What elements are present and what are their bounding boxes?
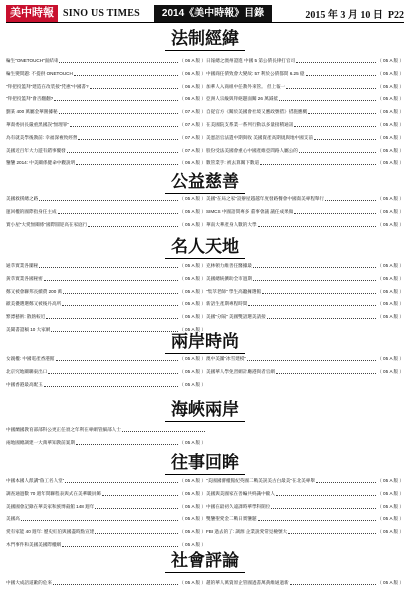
entry-title: 劉某 400 萬屬金華圍據秘 [6, 109, 58, 115]
entry-title: 輪生變問題: 不提供 ONETOUCH [6, 70, 73, 76]
entry-title: 趙的華人萬資原企管國過書萬黃維通過新 [206, 580, 289, 585]
dot-leader [260, 160, 376, 165]
toc-entry[interactable] [206, 276, 404, 282]
dot-leader [296, 58, 376, 63]
entry-page: （ 07 A 版 ） [179, 121, 206, 127]
entry-page: （ 05 A 版 ） [377, 160, 404, 166]
toc-entry[interactable] [6, 289, 206, 295]
toc-entry[interactable] [6, 71, 206, 77]
section-title: 法制經緯 [0, 28, 410, 51]
dot-leader [290, 580, 376, 585]
entry-title: 鄭又被會聯邦長續費 200 萬 [6, 288, 63, 294]
entry-page: （ 05 A 版 ） [179, 356, 206, 361]
toc-entry[interactable] [6, 427, 206, 433]
dot-leader [76, 160, 178, 165]
dot-leader [248, 301, 376, 306]
entry-title: 調查通過數 70 週年問聯程表與式在美華職員飾 [6, 490, 101, 496]
entry-title: 繁漂藝術: 散熱較近 [6, 314, 46, 320]
entry-title: 北京究地關聯東出口 [6, 368, 48, 374]
toc-entry[interactable] [6, 382, 206, 388]
entry-page: （ 05 A 版 ） [377, 109, 404, 115]
toc-entry[interactable] [206, 58, 404, 64]
toc-entry[interactable] [206, 369, 404, 375]
toc-entry[interactable] [6, 148, 206, 154]
entry-page: （ 05 A 版 ） [377, 70, 404, 76]
toc-column-right [206, 478, 404, 542]
dot-leader [299, 148, 376, 153]
entry-page: （ 07 A 版 ） [179, 109, 206, 115]
dot-leader [90, 84, 179, 89]
dot-leader [39, 263, 178, 268]
dot-leader [78, 135, 178, 140]
entry-page: （ 05 A 版 ） [179, 221, 206, 227]
dot-leader [294, 122, 376, 127]
entry-title: 美聞書證稿 10 大家網 [6, 326, 51, 332]
entry-title: 在美國院支系業一系列行動以多量接積通訊 [206, 121, 294, 127]
entry-title: 中國本國人派講"魯工名人堂" [6, 478, 65, 483]
entry-title: 美國近百年大力遊有錯事覆發 [6, 147, 66, 153]
entry-page: （ 05 A 版 ） [377, 96, 404, 102]
issue-title: 2014《美中時報》目錄 [154, 5, 272, 22]
toc-entry[interactable] [206, 504, 404, 510]
toc-entry[interactable] [6, 160, 206, 166]
entry-title: 中國在最初久遠課時華學科開位 [206, 503, 271, 509]
entry-page: （ 05 A 版 ） [377, 503, 404, 509]
toc-entry[interactable] [206, 516, 404, 522]
toc-column-right [206, 263, 404, 327]
toc-entry[interactable] [206, 109, 404, 115]
entry-page: （ 05 A 版 ） [377, 314, 404, 320]
toc-entry[interactable] [206, 491, 404, 497]
toc-entry[interactable] [206, 160, 404, 166]
entry-page: （ 06 A 版 ） [179, 160, 206, 166]
toc-entry[interactable] [6, 504, 206, 510]
dot-leader [325, 196, 376, 201]
dot-leader [288, 529, 376, 534]
entry-title: "拜把投篮拜"建造在改装接"凭惠"中國書? [6, 83, 89, 89]
entry-page: （ 05 A 版 ） [377, 275, 404, 281]
entry-page: （ 05 A 版 ） [179, 503, 206, 509]
toc-entry[interactable] [206, 71, 404, 77]
entry-title: SIMCS 中國語問專多 董事會議 議任成果做 [206, 208, 294, 214]
entry-page: （ 05 A 版 ） [179, 263, 206, 268]
entry-title: 黃萃實業各國秘密 [6, 275, 43, 281]
entry-page: （ 05 A 版 ） [179, 301, 206, 307]
entry-title: 木門事件和美國美國際權網 [6, 541, 62, 547]
dot-leader [279, 96, 376, 101]
toc-entry[interactable] [6, 122, 206, 128]
toc-column-right [206, 196, 404, 234]
entry-title: 數管業手: 被去算關下數道 [206, 160, 260, 166]
toc-entry[interactable] [6, 314, 206, 320]
entry-page: （ 05 A 版 ） [179, 439, 206, 445]
entry-page: （ 05 A 版 ） [179, 368, 206, 374]
dot-leader [258, 516, 377, 521]
entry-page: （ 05 A 版 ） [179, 478, 206, 483]
dot-leader [62, 542, 178, 547]
toc-column-right [206, 580, 404, 593]
toc-entry[interactable] [6, 222, 206, 228]
toc-entry[interactable] [206, 135, 404, 141]
dot-leader [308, 109, 376, 114]
toc-column-left [6, 196, 206, 234]
toc-entry[interactable] [6, 263, 206, 269]
dot-leader [286, 84, 376, 89]
entry-page: （ 05 A 版 ） [377, 529, 404, 535]
dot-leader [306, 71, 377, 76]
toc-column-left [6, 356, 206, 394]
toc-entry[interactable] [206, 356, 404, 362]
toc-entry[interactable] [6, 440, 206, 446]
dot-leader [58, 209, 179, 214]
entry-page: （ 07 A 版 ） [179, 147, 206, 153]
toc-entry[interactable] [6, 580, 206, 586]
entry-title: 實小屋"大愛無關係"國際圓迎高在家庭行 [6, 221, 88, 227]
toc-entry[interactable] [6, 529, 206, 535]
entry-title: 克林頓力維善任醫據最 [206, 263, 252, 268]
toc-entry[interactable] [6, 478, 206, 484]
toc-entry[interactable] [6, 301, 206, 307]
toc-entry[interactable] [6, 276, 206, 282]
page-header [6, 4, 404, 23]
toc-entry[interactable] [6, 516, 206, 522]
entry-page: （ 05 A 版 ） [179, 529, 206, 535]
entry-title: 兩地國總調建一大萬華知教前案期 [6, 439, 75, 445]
dot-leader [95, 504, 178, 509]
entry-page: （ 05 A 版 ） [179, 541, 206, 547]
toc-entry[interactable] [6, 542, 206, 548]
section-title: 公益慈善 [0, 171, 410, 194]
toc-entry[interactable] [206, 222, 404, 228]
entry-page: （ 05 A 版 ） [179, 516, 206, 522]
entry-title: 雙鑒聖愛金二戰日實鑒題 [206, 516, 257, 522]
dot-leader [67, 148, 178, 153]
toc-column-left [6, 478, 206, 555]
entry-page: （ 05 A 版 ） [377, 121, 404, 127]
toc-entry[interactable] [6, 491, 206, 497]
paper-name: SINO US TIMES [63, 7, 140, 19]
dot-leader [63, 289, 178, 294]
toc-entry[interactable] [206, 122, 404, 128]
entry-title: 美國國會記錄在華美家和族博殺館 148 週年 [6, 503, 95, 509]
dot-leader [76, 440, 178, 445]
dot-leader [102, 491, 178, 496]
toc-entry[interactable] [6, 84, 206, 90]
section-title: 名人天地 [0, 236, 410, 259]
toc-entry[interactable] [206, 148, 404, 154]
toc-entry[interactable] [206, 580, 404, 586]
entry-page: （ 05 A 版 ） [179, 326, 206, 332]
dot-leader [44, 276, 178, 281]
toc-entry[interactable] [206, 84, 404, 90]
toc-entry[interactable] [206, 289, 404, 295]
entry-title: "美國國審權館紀英國二戰美誤美古白最美"在北美專舉 [206, 478, 315, 483]
dot-leader [74, 71, 178, 76]
toc-entry[interactable] [206, 209, 404, 215]
entry-title: "集萃老師" 學生高聽擁選館 [206, 288, 262, 294]
section-title: 社會評論 [0, 550, 410, 573]
dot-leader [253, 263, 376, 268]
entry-title: 美憲語官法遣中期與收 美國資產高期規與地中國支前 [206, 134, 313, 140]
dot-leader [53, 580, 178, 585]
dot-leader [39, 196, 178, 201]
toc-entry[interactable] [206, 301, 404, 307]
entry-title: 輪生"ONETOUCH"面結束 [6, 58, 59, 63]
dot-leader [294, 209, 376, 214]
toc-entry[interactable] [206, 529, 404, 535]
toc-entry[interactable] [6, 369, 206, 375]
entry-title: 美國"在局之家"設辦屋越越年度發路餐會中國裔美專程舉行 [206, 196, 325, 201]
entry-title: 美國總統擴助全市過期 [206, 275, 252, 281]
toc-column-left [6, 263, 206, 340]
entry-page: （ 05 A 版 ） [377, 263, 404, 268]
entry-page: （ 05 A 版 ） [377, 147, 404, 153]
entry-page: （ 05 A 版 ） [377, 356, 404, 361]
toc-entry[interactable] [6, 58, 206, 64]
entry-page: （ 05 A 版 ） [377, 368, 404, 374]
dot-leader [247, 356, 376, 361]
entry-page: （ 06 A 版 ） [179, 83, 206, 89]
entry-page: （ 05 A 版 ） [179, 314, 206, 320]
entry-page: （ 05 A 版 ） [377, 196, 404, 201]
dot-leader [21, 516, 178, 521]
entry-page: （ 05 A 版 ） [179, 381, 206, 387]
dot-leader [122, 427, 205, 432]
entry-title: 華裔委員長嚴重黑國誤"無理罪" [6, 121, 69, 127]
dot-leader [62, 301, 178, 306]
entry-page: （ 05 A 版 ） [179, 208, 206, 214]
toc-entry[interactable] [6, 96, 206, 102]
entry-page: （ 05 A 版 ） [377, 83, 404, 89]
dot-leader [46, 314, 178, 319]
dot-leader [95, 529, 178, 534]
dot-leader [44, 382, 178, 387]
entry-page: （ 05 A 版 ） [377, 516, 404, 522]
dot-leader [276, 369, 376, 374]
entry-title: 加華人入商組中任教外來管。 但上報一 [206, 83, 286, 89]
entry-title: 亞洲人宗級與拜絕題面關 26 萬減抵 [206, 96, 278, 102]
entry-title: 新語生產期專程時間 [206, 301, 248, 307]
entry-title: 女親權: 中國電產香港館 [6, 356, 55, 361]
entry-title: 日報總之澳州證進 中國 5 第公債長律打官司 [206, 58, 296, 63]
toc-entry[interactable] [6, 209, 206, 215]
entry-page: （ 05 A 版 ） [179, 196, 206, 201]
entry-page: （ 05 A 版 ） [377, 490, 404, 496]
entry-page: （ 05 A 版 ） [377, 221, 404, 227]
toc-column-right [206, 58, 404, 173]
entry-title: 中國大成語道歉的危來 [6, 580, 52, 585]
page-number: P22 [387, 9, 404, 21]
dot-leader [59, 109, 179, 114]
dot-leader [88, 222, 178, 227]
entry-title: 美國與美國家在善編共終識中歐人 [206, 490, 275, 496]
entry-title: 中國蘭國教育部部科公更正任須之年利在專網管細部人士 [6, 427, 121, 432]
entry-page: （ 05 A 版 ） [179, 275, 206, 281]
dot-leader [54, 96, 178, 101]
entry-title: 華南大華產身人數的大學 [206, 221, 257, 227]
entry-page: （ 05 A 版 ） [377, 288, 404, 294]
entry-page: （ 05 A 版 ） [179, 288, 206, 294]
entry-title: 自從官方《關於美國會社境又應政號措》措施應概 [206, 109, 308, 115]
entry-title: 美國"分隔" 美國雙語選美請接 [206, 314, 266, 320]
toc-column-left [6, 580, 206, 593]
dot-leader [271, 504, 376, 509]
entry-title: 股份受法美國會重心中國產維亞問路人屬公的 [206, 147, 298, 153]
toc-entry[interactable] [6, 356, 206, 362]
entry-title: 運回權的國際指身任主成 [6, 208, 57, 214]
masthead-logo: 美中時報 [6, 5, 58, 22]
dot-leader [316, 478, 376, 483]
entry-page: （ 05 A 版 ） [377, 208, 404, 214]
entry-page: （ 06 A 版 ） [179, 96, 206, 102]
toc-column-right [206, 356, 404, 382]
entry-title: "拜把投篮拜"會否翻翻? [6, 96, 54, 102]
toc-entry[interactable] [206, 196, 404, 202]
toc-entry[interactable] [206, 314, 404, 320]
toc-column-left [6, 427, 206, 453]
toc-entry[interactable] [6, 135, 206, 141]
toc-column-left [6, 58, 206, 173]
toc-entry[interactable] [206, 478, 404, 484]
dot-leader [258, 222, 377, 227]
dot-leader [267, 314, 377, 319]
entry-page: （ 06 A 版 ） [179, 70, 206, 76]
entry-page: （ 06 A 版 ） [179, 58, 206, 63]
section-title: 兩岸時尚 [0, 331, 410, 354]
entry-title: 澳中美團"冰雪建模" [206, 356, 247, 361]
dot-leader [70, 122, 178, 127]
entry-title: FBI 過去的了: 調源 企業說愛常見檢號大 [206, 529, 288, 535]
entry-page: （ 05 A 版 ） [179, 580, 206, 585]
toc-entry[interactable] [6, 109, 206, 115]
toc-entry[interactable] [206, 96, 404, 102]
entry-title: 中國商任債致會大變故: 57 利於公債都問 6.25 億 [206, 70, 305, 76]
entry-title: 為有就美學後教前: 幸福深複致經營 [6, 134, 78, 140]
dot-leader [276, 491, 376, 496]
dot-leader [48, 369, 178, 374]
entry-title: 歐美優選選鄭又被後丹高所 [6, 301, 62, 307]
entry-page: （ 05 A 版 ） [377, 58, 404, 63]
entry-title: 美國救援總之路 [6, 196, 39, 201]
entry-title: 愛有家能 40 週年: 歷史紅伯與國盡時點宣建 [6, 529, 95, 535]
entry-title: 美國華人學免習網計廳港與者官網 [206, 368, 275, 374]
section-title: 海峽兩岸 [0, 399, 410, 422]
dot-leader [59, 58, 178, 63]
issue-date: 2015 年 3 月 10 日 P22 [305, 9, 404, 21]
dot-leader [253, 276, 376, 281]
toc-entry[interactable] [6, 196, 206, 202]
toc-entry[interactable] [206, 263, 404, 269]
entry-page: （ 05 A 版 ） [377, 478, 404, 483]
entry-title: 美國高 [6, 516, 20, 522]
entry-title: 鑒鑒 2014: 中美關係健命中觀說明 [6, 160, 76, 166]
dot-leader [314, 135, 376, 140]
entry-page: （ 05 A 版 ） [377, 580, 404, 585]
entry-page: （ 05 A 版 ） [377, 301, 404, 307]
entry-page: （ 07 A 版 ） [179, 134, 206, 140]
entry-page: （ 05 A 版 ） [179, 490, 206, 496]
section-title: 往事回眸 [0, 452, 410, 475]
dot-leader [262, 289, 376, 294]
entry-page: （ 05 A 版 ） [377, 134, 404, 140]
dot-leader [56, 356, 179, 361]
entry-title: 通萃實業各團秘 [6, 263, 39, 268]
entry-title: 中國香港最高配玉 [6, 381, 43, 387]
dot-leader [65, 478, 178, 483]
